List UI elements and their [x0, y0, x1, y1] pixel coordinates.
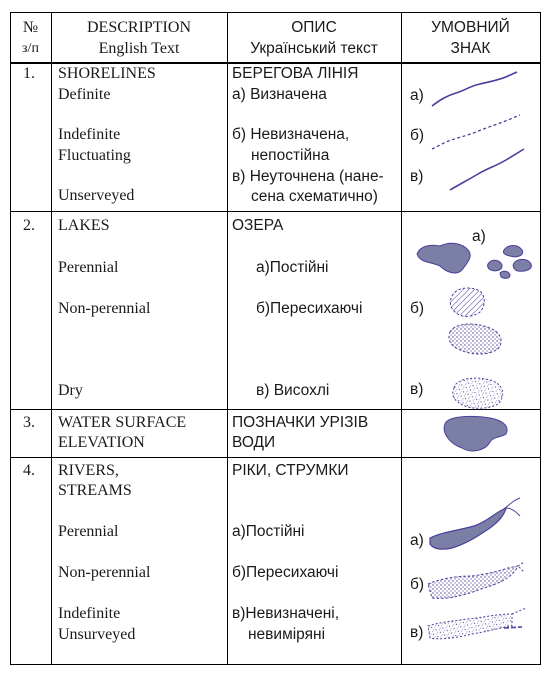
shoreline-indefinite-symbol: [432, 115, 520, 149]
row3-num: 3.: [23, 414, 35, 431]
row4-uk-title: РІКИ, СТРУМКИ: [232, 462, 349, 479]
shoreline-unsurveyed-symbol: [450, 149, 524, 190]
row4-uk-c1: в)Невизначені,: [232, 605, 340, 622]
river-indefinite-tributary: [512, 608, 526, 614]
row1-uk-b1: б) Невизначена,: [232, 126, 350, 143]
row2-sym-label-a: а): [472, 228, 486, 245]
row4-en-c2: Unsurveyed: [58, 626, 136, 643]
row4-en-1: RIVERS,: [58, 462, 119, 479]
row1-sym-label-c: в): [410, 168, 424, 185]
row4-num: 4.: [23, 462, 35, 479]
row1-en-title: SHORELINES: [58, 65, 156, 82]
header-sign-title: УМОВНИЙ: [431, 19, 510, 36]
row1-uk-a: а) Визначена: [232, 86, 327, 103]
header-num-symbol: №: [22, 19, 39, 36]
row1-uk-b2: непостійна: [251, 147, 330, 164]
river-indefinite-tail: [504, 627, 522, 628]
row2-sym-label-b: б): [410, 300, 425, 317]
row1-en-b1: Indefinite: [58, 126, 121, 143]
row2-uk-title: ОЗЕРА: [232, 217, 284, 234]
row1-sym-label-a: а): [410, 87, 424, 104]
row1-sym-label-b: б): [410, 127, 425, 144]
river-nonperennial-tributary: [518, 562, 524, 572]
header-description-sub: English Text: [98, 40, 180, 57]
water-surface-elevation-symbol: [444, 416, 507, 451]
header-description-title: DESCRIPTION: [86, 19, 191, 36]
row4-uk-a: а)Постійні: [232, 523, 305, 540]
row4-en-c1: Indefinite: [58, 605, 121, 622]
row1-uk-c1: в) Неуточнена (нане-: [232, 168, 384, 185]
row4-sym-label-b: б): [410, 576, 425, 593]
row4-sym-label-a: а): [410, 532, 424, 549]
lake-nonperennial-symbol-2: [449, 324, 501, 354]
row1-uk-title: БЕРЕГОВА ЛІНІЯ: [232, 65, 359, 82]
river-indefinite-symbol: [428, 614, 512, 639]
row2-en-c: Dry: [58, 382, 83, 399]
row4-uk-b: б)Пересихаючі: [232, 564, 339, 581]
row2-uk-c: в) Висохлі: [256, 382, 330, 399]
row2-en-a: Perennial: [58, 259, 119, 276]
river-nonperennial-symbol: [428, 566, 518, 598]
header-num-abbr: з/п: [22, 41, 39, 56]
header-sign-sub: ЗНАК: [450, 40, 491, 57]
lake-perennial-symbol: [417, 243, 470, 273]
row1-en-a: Definite: [58, 86, 111, 103]
lake-nonperennial-symbol-1: [450, 288, 484, 316]
row1-uk-c2: сена схематично): [251, 188, 378, 205]
lake-dry-symbol: [453, 378, 503, 408]
lake-perennial-small-1: [503, 246, 522, 257]
row3-en-1: WATER SURFACE: [58, 414, 187, 431]
row4-uk-c2: невиміряні: [248, 626, 326, 643]
river-perennial-tributary: [504, 498, 520, 516]
row3-en-2: ELEVATION: [58, 434, 145, 451]
shoreline-definite-symbol: [432, 72, 517, 106]
row4-en-b: Non-perennial: [58, 564, 151, 581]
row2-num: 2.: [23, 217, 35, 234]
header-opys-sub: Український текст: [250, 40, 378, 57]
header-opys-title: ОПИС: [291, 19, 337, 36]
row4-en-a: Perennial: [58, 523, 119, 540]
row1-en-b2: Fluctuating: [58, 147, 131, 164]
row2-uk-b: б)Пересихаючі: [256, 300, 363, 317]
lake-perennial-small-3: [513, 259, 531, 271]
river-perennial-symbol: [430, 508, 506, 549]
row1-en-c: Unserveyed: [58, 187, 135, 204]
row3-uk-1: ПОЗНАЧКИ УРІЗІВ: [232, 414, 369, 431]
row2-uk-a: а)Постійні: [256, 259, 329, 276]
row3-uk-2: ВОДИ: [232, 434, 276, 451]
row2-sym-label-c: в): [410, 381, 424, 398]
row2-en-title: LAKES: [58, 217, 110, 234]
row2-en-b: Non-perennial: [58, 300, 151, 317]
lake-perennial-small-4: [500, 271, 510, 278]
row1-num: 1.: [23, 65, 35, 82]
row4-en-2: STREAMS: [58, 482, 132, 499]
lake-perennial-small-2: [488, 260, 502, 270]
row4-sym-label-c: в): [410, 624, 424, 641]
